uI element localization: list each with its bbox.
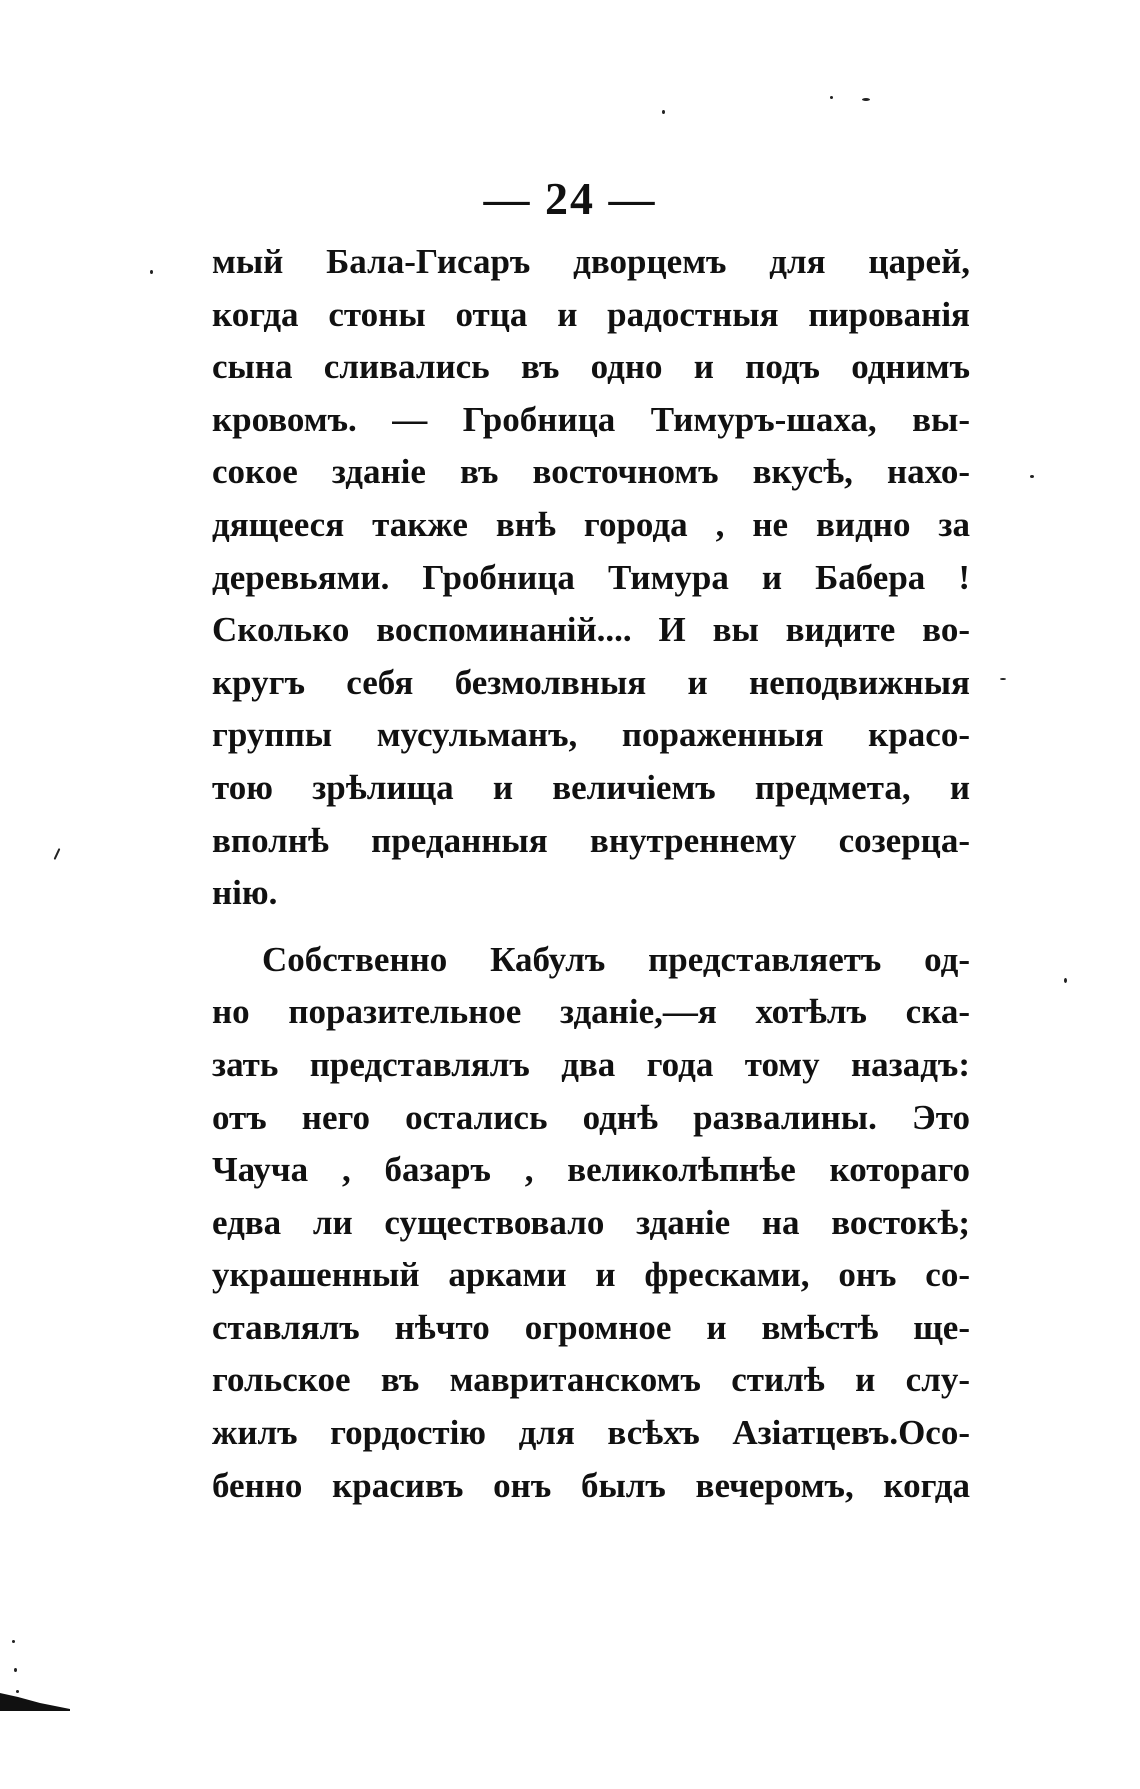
text-line: Чауча , базаръ , великолѣпнѣе котораго — [212, 1150, 970, 1190]
text-line: отъ него остались однѣ развалины. Это — [212, 1097, 970, 1137]
text-line: нію. — [212, 873, 278, 913]
scan-speck — [830, 96, 833, 99]
scan-speck — [54, 848, 61, 860]
text-line: зать представлялъ два года тому назадъ: — [212, 1044, 970, 1084]
text-line: кругъ себя безмолвныя и неподвижныя — [212, 662, 970, 702]
scan-edge-shadow — [0, 1693, 70, 1711]
text-line: группы мусульманъ, пораженныя красо- — [212, 715, 970, 755]
scan-speck — [150, 270, 153, 274]
text-line: но поразительное зданіе,—я хотѣлъ ска- — [212, 992, 970, 1032]
scan-speck — [1030, 475, 1034, 478]
scan-speck — [1000, 678, 1006, 680]
scan-speck — [12, 1640, 15, 1643]
text-line: Собственно Кабулъ представляетъ од- — [262, 939, 970, 979]
text-line: гольское въ мавританскомъ стилѣ и слу- — [212, 1360, 970, 1400]
text-line: украшенный арками и фресками, онъ со- — [212, 1255, 970, 1295]
text-line: ставлялъ нѣчто огромное и вмѣстѣ ще- — [212, 1307, 970, 1347]
text-line: деревьями. Гробница Тимура и Бабера ! — [212, 557, 970, 597]
paragraph-2 — [212, 934, 970, 1513]
text-line: бенно красивъ онъ былъ вечеромъ, когда — [212, 1465, 970, 1505]
paragraph-gap — [212, 920, 970, 934]
text-line: вполнѣ преданныя внутреннему созерца- — [212, 820, 970, 860]
scan-speck — [14, 1668, 17, 1672]
text-line: кровомъ. — Гробница Тимуръ-шаха, вы- — [212, 399, 970, 439]
text-line: Сколько воспоминаній.... И вы видите во- — [212, 610, 970, 650]
paragraph-1 — [212, 236, 970, 920]
text-line: сокое зданіе въ восточномъ вкусѣ, нахо- — [212, 452, 970, 492]
scan-speck — [862, 98, 870, 101]
text-line: тою зрѣлища и величіемъ предмета, и — [212, 767, 970, 807]
text-line: едва ли существовало зданіе на востокѣ; — [212, 1202, 970, 1242]
page-number: — 24 — — [483, 173, 657, 224]
text-line: мый Бала-Гисаръ дворцемъ для царей, — [212, 242, 970, 281]
text-line: дящееся также внѣ города , не видно за — [212, 504, 970, 544]
body-text — [212, 236, 970, 1512]
scan-speck — [662, 110, 665, 114]
text-line: жилъ гордостію для всѣхъ Азіатцевъ.Осо- — [212, 1413, 970, 1453]
text-line: сына сливались въ одно и подъ однимъ — [212, 347, 970, 387]
text-line: когда стоны отца и радостныя пированія — [212, 294, 970, 334]
scan-speck — [1064, 978, 1067, 983]
